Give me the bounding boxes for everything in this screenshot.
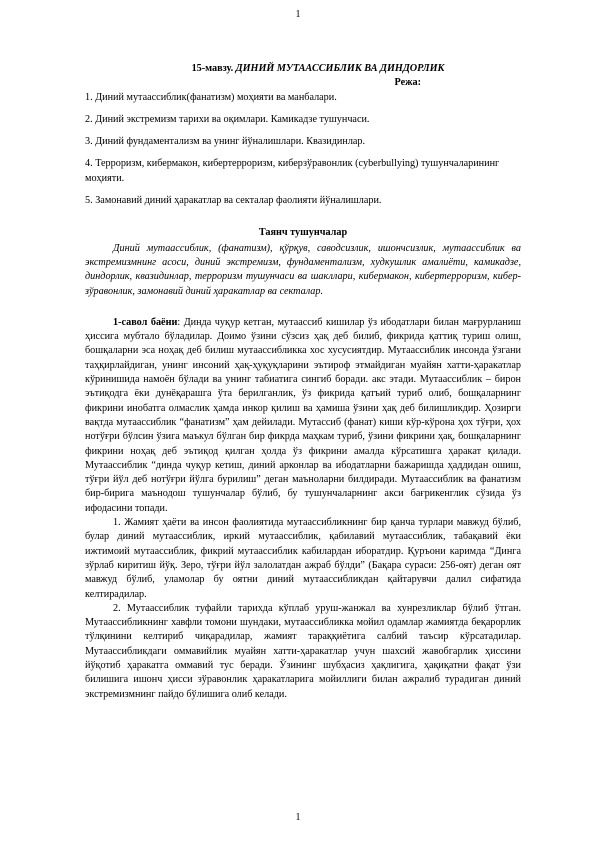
plan-item: 4. Терроризм, кибермакон, кибертерроризм, киберзўравонлик (cyberbullying) тушунчаларининг моҳияти. (85, 158, 500, 184)
plan-item: 2. Диний экстремизм тарихи ва оқимлари. Камикадзе тушунчаси. (85, 113, 370, 125)
key-concepts-heading: Таянч тушунчалар (258, 227, 348, 239)
page-number-bottom: 1 (295, 812, 301, 823)
question-1-lead: 1-савол баёни (113, 316, 178, 328)
plan-item: 1. Диний мутаассиблик(фанатизм) моҳияти ва манбалари. (85, 91, 337, 103)
paragraph-types: 1. Жамият ҳаёти ва инсон фаолиятида мутаассибликнинг бир қанча турлари мавжуд бўлиб, булар диний мутаассиблик, иркий мутаассиблик, қабилавий мутаассиблик, табақавий ёки ижтимоий мутаассиблик, фикрий мутаассиблик кабилардан иборатдир. Қуръони каримда “Динга зўрлаб киритиш йўқ. Зеро, тўғри йўл залолатдан ажраб бўлди” (Бақара сураси: 256-оят) деган оят мавжуд бўлиб, уламолар бу оятни диний мутаассибликдан қайтарувчи далил сифатида келтирадилар. (85, 517, 521, 600)
title-prefix: 15-мавзу. (191, 63, 234, 74)
question-1-paragraph (85, 316, 521, 516)
plan-heading: Режа: (394, 77, 421, 89)
title-main: ДИНИЙ МУТААССИБЛИК ВА ДИНДОРЛИК (235, 63, 445, 74)
page-content (85, 62, 521, 702)
plan-item: 5. Замонавий диний ҳаракатлар ва секталар фаолияти йўналишлари. (85, 195, 382, 207)
question-1-text: : Динда чуқур кетган, мутаассиб кишилар ўз ибодатлари билан мағрурланиш ҳиссига мубтало бўладилар. Доимо ўзини сўзсиз ҳақ деб билиб, фикрида қаттиқ туриш олиш, бошқаларни эса ноҳақ деб билиш мутаассибликка хос хусусиятдир. Мутаассиблик инсонда ўзгани таҳқирлайдиган, унинг инсоний ҳақ-ҳуқуқларини эътироф этмайдиган муайян хатти-ҳаракатлар кўринишида намоён бўлади ва унинг табиатига сингиб боради. акс этади. Мутаассиблик – бирон эътиқодга ёки дунёқарашга ўта берилганлик, ўз фикрида қатъий туриб олиб, бошқаларнинг фикрини инобатга олмаслик ҳамда инкор қилиш ва ҳамиша ўзини ҳақ деб билишликдир. Ҳозирги вақтда мутаассиблик “фанатизм” ҳам дейилади. Мутассиб (фанат) киши кўр-кўрона ҳох тўғри, ҳох нотўғри бўлсин ўзига маъкул бўлган бир фикрда маҳкам туриб, ўзини фикрини ҳақ, бошқаларнинг фикрини ноҳақ деб эътиқод қилган ҳолда ўз фикрини амалда кўрсатишга ҳаракат қилади. Мутаассиблик “динда чуқур кетиш, диний арконлар ва ибодатларни бажаришда ҳаддидан ошиш, тўғри йўл деб нотўғри йўлга бурилиш” деган маъноларни билдиради. Мутаассиблик ва фанатизм бир-бирига маънодош тушунчалар бўлиб, бу тушунчаларнинг акси бағрикенглик сўзида ўз ифодасини топади. (85, 316, 521, 514)
plan-list (85, 91, 521, 209)
plan-item: 3. Диний фундаментализм ва унинг йўналишлари. Квазидинлар. (85, 136, 366, 148)
page-number-top: 1 (295, 9, 301, 20)
lecture-title (115, 62, 521, 76)
key-concepts-text: Диний мутаассиблик, (фанатизм), қўрқув, саводсизлик, ишончсизлик, мутаассиблик ва экстремизмнинг асоси, диний экстремизм, фундаментализм, худкушлик амалиёти, камикадзе, диндорлик, квазидинлар, терроризм тушунчаси ва шакллари, кибермакон, кибертерроризм, киберзўравонлик, замонавий диний ҳаракатлар ва секталар. (85, 242, 521, 297)
paragraph-history: 2. Мутаассиблик туфайли тарихда кўплаб уруш-жанжал ва хунрезликлар бўлиб ўтган. Мутаассибликнинг хавфли томони шундаки, мутаассибликка мойил одамлар жамиятда беқарорлик тўлқинини келтириб чиқарадилар, жамият тараққиётига салбий таъсир кўрсатадилар. Мутаассибликдаги оммавийлик муайян хатти-ҳаракатлар учун шахсий жавобгарлик ҳиссини йўқотиб ҳаракатга оммавий тус беради. Ўзининг шубҳасиз ҳақлигига, ҳақиқатни фақат ўзи билишига ишонч ҳисси зўравонлик ҳаракатларига мойиллиги билан ажралиб турадиган диний экстремизмнинг пайдо бўлишига олиб келади. (85, 602, 521, 700)
